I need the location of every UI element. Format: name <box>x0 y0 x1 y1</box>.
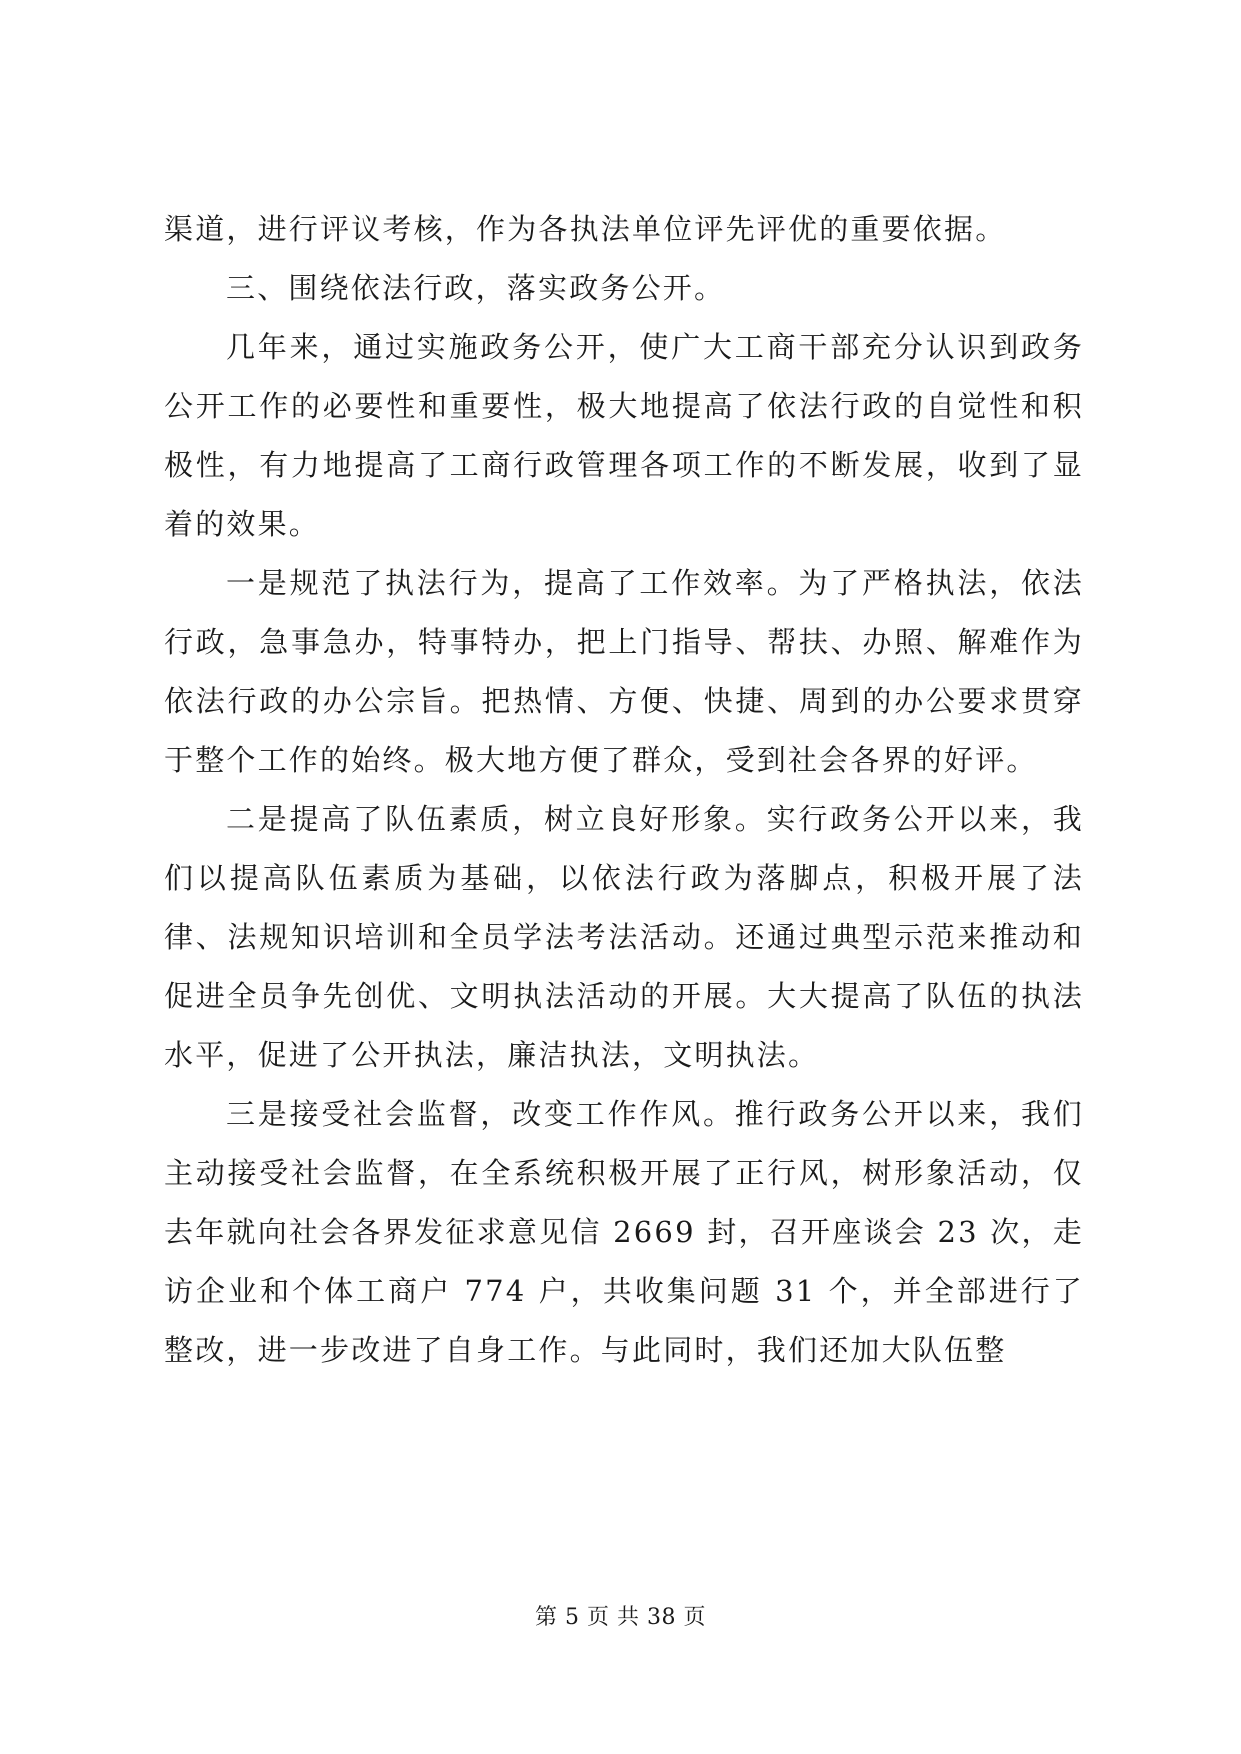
page-number-footer: 第 5 页 共 38 页 <box>535 1605 706 1630</box>
paragraph-6: 三是接受社会监督，改变工作作风。推行政务公开以来，我们主动接受社会监督，在全系统积极开展了正行风，树形象活动，仅去年就向社会各界发征求意见信 2669 封，召开座谈会 23 次，走访企业和个体工商户 774 户，共收集问题 31 个，并全部进行了整改，进一步改进了自身工作。与此同时，我们还加大队伍整 <box>164 1097 1084 1367</box>
paragraph-3: 几年来，通过实施政务公开，使广大工商干部充分认识到政务公开工作的必要性和重要性，极大地提高了依法行政的自觉性和积极性，有力地提高了工商行政管理各项工作的不断发展，收到了显着的效果。 <box>164 330 1084 541</box>
paragraph-5: 二是提高了队伍素质，树立良好形象。实行政务公开以来，我们以提高队伍素质为基础，以依法行政为落脚点，积极开展了法律、法规知识培训和全员学法考法活动。还通过典型示范来推动和促进全员争先创优、文明执法活动的开展。大大提高了队伍的执法水平，促进了公开执法，廉洁执法，文明执法。 <box>164 802 1084 1072</box>
paragraph-4: 一是规范了执法行为，提高了工作效率。为了严格执法，依法行政，急事急办，特事特办，把上门指导、帮扶、办照、解难作为依法行政的办公宗旨。把热情、方便、快捷、周到的办公要求贯穿于整个工作的始终。极大地方便了群众，受到社会各界的好评。 <box>164 566 1084 777</box>
paragraph-2-heading: 三、围绕依法行政，落实政务公开。 <box>226 271 726 305</box>
paragraph-1: 渠道，进行评议考核，作为各执法单位评先评优的重要依据。 <box>164 212 1007 246</box>
document-body <box>164 200 1084 1380</box>
